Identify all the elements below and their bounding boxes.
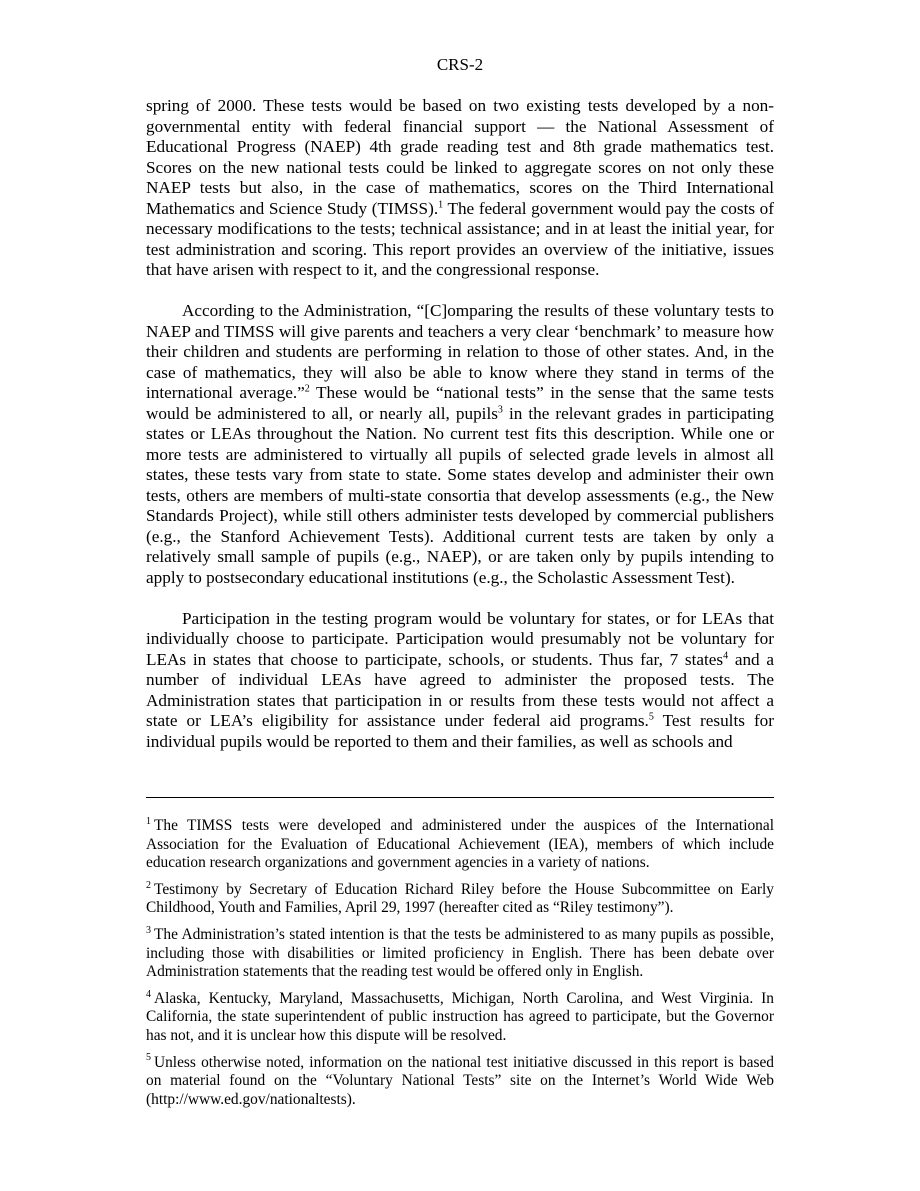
body-text — [146, 96, 774, 752]
paragraph-3-text-b: and a number of individual LEAs have agreed to administer the proposed tests. The Administration states that participation in or results from these tests would not affect a state or LEA’s eligibility for assistance under federal aid programs. — [146, 649, 775, 730]
footnote-text: The Administration’s stated intention is that the tests be administered to as many pupils as possible, including those with disabilities or limited proficiency in English. There has been debate over Administration statements that the reading test would be offered only in English. — [146, 925, 774, 981]
paragraph-1-text-a: spring of 2000. These tests would be based on two existing tests developed by a non-governmental entity with federal financial support — the National Assessment of Educational Progress (NAEP) 4th grade reading test and 8th grade mathematics test. Scores on the new national tests could be linked to aggregate scores on not only these NAEP tests but also, in the case of mathematics, scores on the Third International Mathematics and Science Study (TIMSS). — [146, 96, 774, 218]
footnote-2 — [146, 881, 774, 918]
footnote-number: 4 — [146, 988, 151, 1000]
footnote-3 — [146, 926, 774, 982]
footnote-text: Alaska, Kentucky, Maryland, Massachusetts, Michigan, North Carolina, and West Virginia. In California, the state superintendent of public instruction has agreed to participate, but the Governor has not, and it is unclear how this dispute will be resolved. — [146, 989, 774, 1044]
footnote-text: The TIMSS tests were developed and administered under the auspices of the International Association for the Evaluation of Educational Achievement (IEA), members of which include education research organizations and government agencies in a variety of nations. — [146, 817, 774, 872]
footnote-divider — [146, 797, 774, 798]
paragraph-1-text-b: The federal government would pay the costs of necessary modifications to the tests; technical assistance; and in at least the initial year, for test administration and scoring. This report provides an overview of the initiative, issues that have arisen with respect to it, and the congressional response. — [146, 198, 775, 279]
footnote-text: Testimony by Secretary of Education Richard Riley before the House Subcommittee on Early Childhood, Youth and Families, April 29, 1997 (hereafter cited as “Riley testimony”). — [146, 880, 774, 917]
footnote-4 — [146, 990, 774, 1046]
footnote-ref-1: 1 — [438, 198, 444, 210]
paragraph-3-text-c: Test results for individual pupils would be reported to them and their families, as well as schools and — [146, 711, 774, 751]
paragraph-1 — [146, 96, 774, 281]
footnote-ref-2: 2 — [304, 383, 310, 395]
footnote-number: 5 — [146, 1052, 151, 1064]
footnotes — [146, 817, 774, 1117]
paragraph-3 — [146, 609, 774, 753]
footnote-number: 3 — [146, 924, 151, 936]
page-header: CRS-2 — [436, 55, 484, 74]
footnote-number: 2 — [146, 879, 151, 891]
footnote-5 — [146, 1054, 774, 1110]
paragraph-2-text-c: in the relevant grades in participating states or LEAs throughout the Nation. No current test fits this description. While one or more tests are administered to virtually all pupils of selected grade levels in almost all states, these tests vary from state to state. Some states develop and administer their own tests, others are members of multi-state consortia that develop assessments (e.g., the New Standards Project), while still others administer tests developed by commercial publishers (e.g., the Stanford Achievement Tests). Additional current tests are taken by only a relatively small sample of pupils (e.g., NAEP), or are taken only by pupils intending to apply to postsecondary educational institutions (e.g., the Scholastic Assessment Test). — [146, 403, 774, 587]
footnote-ref-4: 4 — [723, 649, 729, 661]
paragraph-2 — [146, 301, 774, 588]
paragraph-2-text-b: These would be “national tests” in the sense that the same tests would be administered to all, or nearly all, pupils — [146, 383, 774, 423]
footnote-text: Unless otherwise noted, information on the national test initiative discussed in this report is based on material found on the “Voluntary National Tests” site on the Internet’s World Wide Web (http://www.ed.gov/nationaltests). — [146, 1053, 774, 1108]
footnote-1 — [146, 817, 774, 873]
paragraph-3-text-a: Participation in the testing program would be voluntary for states, or for LEAs that individually choose to participate. Participation would presumably not be voluntary for LEAs in states that choose to participate, schools, or students. Thus far, 7 states — [146, 608, 774, 669]
paragraph-2-text-a: According to the Administration, “[C]omparing the results of these voluntary tests to NAEP and TIMSS will give parents and teachers a very clear ‘benchmark’ to measure how their children and students are performing in relation to those of other states. And, in the case of mathematics, they will also be able to know where they stand in terms of the international average.” — [146, 301, 774, 402]
footnote-ref-5: 5 — [648, 711, 654, 723]
footnote-number: 1 — [146, 815, 151, 827]
footnote-ref-3: 3 — [497, 403, 503, 415]
